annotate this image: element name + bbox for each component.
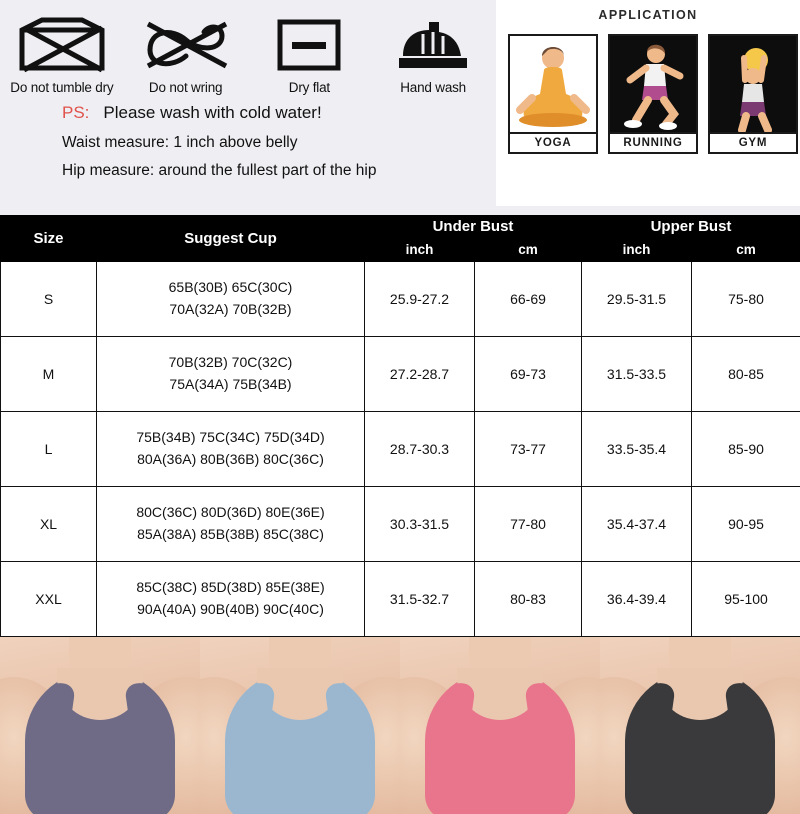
application-caption: GYM	[710, 132, 796, 152]
bra-garment	[225, 671, 375, 814]
product-photo-purple-grey	[0, 637, 200, 814]
cup-line-2: 80A(36A) 80B(36B) 80C(36C)	[98, 449, 363, 471]
cell-size: M	[1, 337, 97, 412]
no-tumble-dry-icon	[0, 14, 124, 76]
cell-size: L	[1, 412, 97, 487]
cell-under-bust-inch: 28.7-30.3	[365, 412, 475, 487]
cell-size: XL	[1, 487, 97, 562]
care-ps-label: PS:	[62, 103, 89, 122]
cell-suggest-cup	[97, 337, 365, 412]
cell-upper-bust-cm: 95-100	[692, 562, 800, 637]
product-photo-black	[600, 637, 800, 814]
cup-line-1: 80C(36C) 80D(36D) 80E(36E)	[98, 502, 363, 524]
cell-under-bust-inch: 30.3-31.5	[365, 487, 475, 562]
cell-suggest-cup	[97, 262, 365, 337]
cup-line-2: 75A(34A) 75B(34B)	[98, 374, 363, 396]
cell-under-bust-cm: 77-80	[475, 487, 582, 562]
cell-under-bust-cm: 66-69	[475, 262, 582, 337]
care-label: Hand wash	[371, 80, 495, 95]
header-suggest-cup: Suggest Cup	[97, 216, 365, 262]
table-row	[1, 337, 800, 412]
cell-upper-bust-inch: 31.5-33.5	[582, 337, 692, 412]
bra-garment	[25, 671, 175, 814]
table-row	[1, 412, 800, 487]
cell-suggest-cup	[97, 412, 365, 487]
cell-suggest-cup	[97, 562, 365, 637]
product-photo-strip	[0, 637, 800, 814]
cell-size: S	[1, 262, 97, 337]
cell-under-bust-inch: 27.2-28.7	[365, 337, 475, 412]
cell-under-bust-inch: 31.5-32.7	[365, 562, 475, 637]
header-under-bust: Under Bust	[365, 216, 582, 238]
application-title: APPLICATION	[496, 0, 800, 22]
care-label: Do not wring	[124, 80, 248, 95]
header-under-bust-inch: inch	[365, 238, 475, 262]
cup-line-1: 70B(32B) 70C(32C)	[98, 352, 363, 374]
application-card-row	[496, 22, 800, 154]
waist-measure-note: Waist measure: 1 inch above belly	[62, 134, 800, 152]
header-row-top	[1, 216, 800, 238]
cup-line-1: 75B(34B) 75C(34C) 75D(34D)	[98, 427, 363, 449]
cup-line-1: 85C(38C) 85D(38D) 85E(38E)	[98, 577, 363, 599]
application-caption: YOGA	[510, 132, 596, 152]
cell-under-bust-cm: 73-77	[475, 412, 582, 487]
cell-upper-bust-cm: 75-80	[692, 262, 800, 337]
cell-under-bust-cm: 80-83	[475, 562, 582, 637]
care-item-no-wring	[124, 14, 248, 95]
care-ps-text: Please wash with cold water!	[103, 103, 321, 122]
cup-line-1: 65B(30B) 65C(30C)	[98, 277, 363, 299]
running-pose-icon	[610, 36, 696, 132]
gym-pose-icon	[710, 36, 796, 132]
cell-upper-bust-inch: 29.5-31.5	[582, 262, 692, 337]
product-photo-light-blue	[200, 637, 400, 814]
application-card-yoga	[508, 34, 598, 154]
cell-upper-bust-cm: 90-95	[692, 487, 800, 562]
cup-line-2: 85A(38A) 85B(38B) 85C(38C)	[98, 524, 363, 546]
hip-measure-note: Hip measure: around the fullest part of the hip	[62, 162, 800, 180]
application-card-gym	[708, 34, 798, 154]
care-icon-row	[0, 0, 495, 95]
bra-garment	[625, 671, 775, 814]
cell-upper-bust-inch: 36.4-39.4	[582, 562, 692, 637]
size-chart-table	[0, 215, 800, 637]
cell-upper-bust-inch: 35.4-37.4	[582, 487, 692, 562]
dry-flat-icon	[248, 14, 372, 76]
header-upper-bust: Upper Bust	[582, 216, 800, 238]
header-upper-bust-cm: cm	[692, 238, 800, 262]
size-chart-header	[1, 216, 800, 262]
cell-size: XXL	[1, 562, 97, 637]
care-item-hand-wash	[371, 14, 495, 95]
header-size: Size	[1, 216, 97, 262]
header-upper-bust-inch: inch	[582, 238, 692, 262]
application-panel	[496, 0, 800, 206]
table-row	[1, 262, 800, 337]
header-under-bust-cm: cm	[475, 238, 582, 262]
care-instructions-section	[0, 0, 800, 215]
application-card-running	[608, 34, 698, 154]
yoga-pose-icon	[510, 36, 596, 132]
product-photo-pink	[400, 637, 600, 814]
cell-upper-bust-cm: 80-85	[692, 337, 800, 412]
care-item-no-tumble-dry	[0, 14, 124, 95]
table-row	[1, 487, 800, 562]
table-row	[1, 562, 800, 637]
care-item-dry-flat	[248, 14, 372, 95]
cell-suggest-cup	[97, 487, 365, 562]
cup-line-2: 90A(40A) 90B(40B) 90C(40C)	[98, 599, 363, 621]
no-wring-icon	[124, 14, 248, 76]
size-chart-body	[1, 262, 800, 637]
bra-garment	[425, 671, 575, 814]
care-label: Do not tumble dry	[0, 80, 124, 95]
application-caption: RUNNING	[610, 132, 696, 152]
cell-upper-bust-inch: 33.5-35.4	[582, 412, 692, 487]
cell-under-bust-cm: 69-73	[475, 337, 582, 412]
cup-line-2: 70A(32A) 70B(32B)	[98, 299, 363, 321]
cell-upper-bust-cm: 85-90	[692, 412, 800, 487]
hand-wash-icon	[371, 14, 495, 76]
care-label: Dry flat	[248, 80, 372, 95]
cell-under-bust-inch: 25.9-27.2	[365, 262, 475, 337]
